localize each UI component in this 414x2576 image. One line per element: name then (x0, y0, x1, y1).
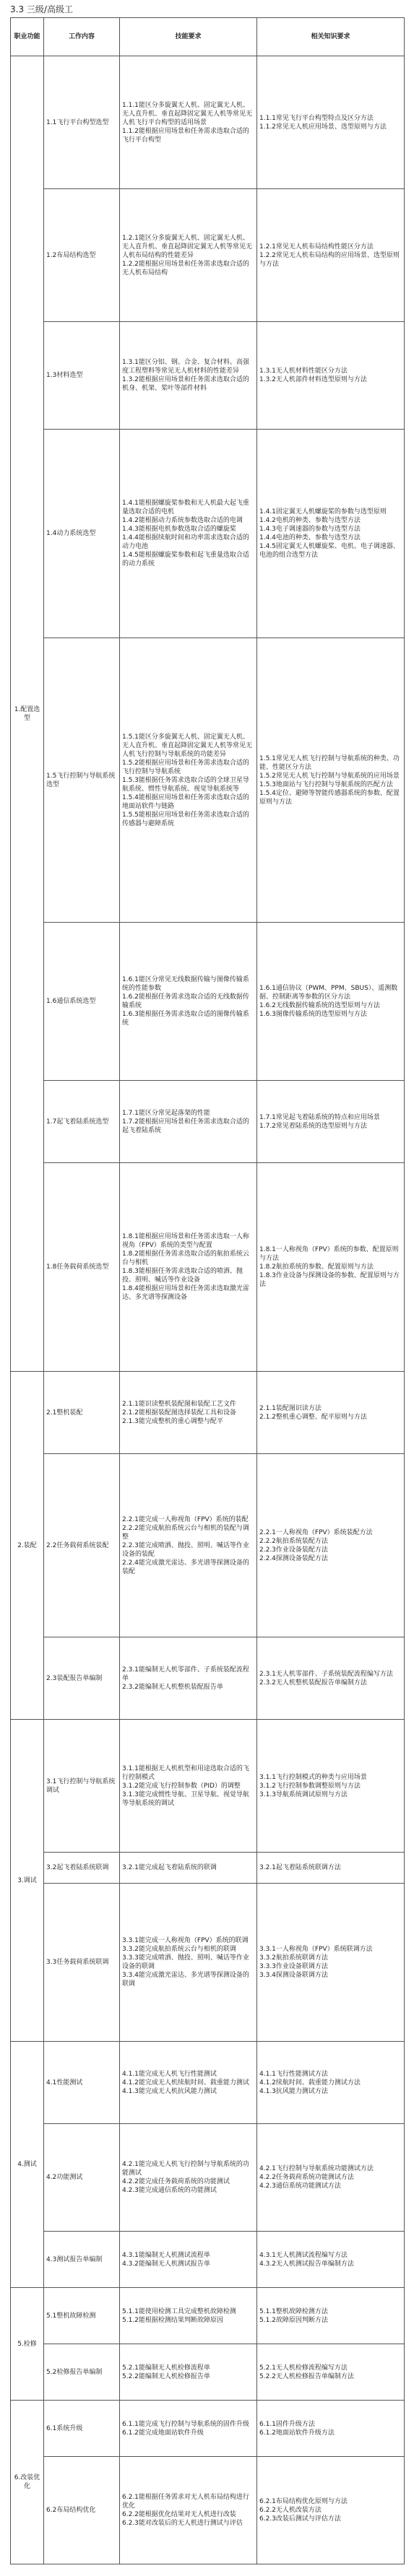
work-content-cell: 1.7起飞着陆系统选型 (44, 1081, 120, 1163)
knowledge-requirement-cell: 4.1.1飞行性能测试方法 4.1.2续航时间、载重能力测试方法 4.1.3抗风能力测试方法 (257, 2042, 405, 2124)
table-header-row (11, 18, 405, 56)
table-row (11, 322, 405, 430)
work-content-cell: 2.2任务载荷系统装配 (44, 1454, 120, 1637)
knowledge-requirement-cell: 3.2.1起飞着陆系统联调方法 (257, 1853, 405, 1884)
skill-requirement-cell: 4.2.1能完成无人机飞行控制与导航系统的功能测试 4.2.2能完成任务载荷系统的功能测试 4.2.3能完成通信系统的功能测试 (120, 2124, 257, 2232)
work-content-cell: 4.3测试报告单编制 (44, 2232, 120, 2288)
skill-requirement-cell: 1.1.1能区分多旋翼无人机、固定翼无人机、无人直升机、垂直起降固定翼无人机等常见无人机飞行平台构型的适用场景 1.1.2能根据应用场景和任务需求选取合适的飞行平台构型 (120, 56, 257, 189)
work-content-cell: 1.6通信系统选型 (44, 923, 120, 1081)
knowledge-requirement-cell: 5.1.1整机故障检测方法 5.1.2故障原因判断方法 (257, 2288, 405, 2344)
work-content-cell: 6.1系统升级 (44, 2401, 120, 2457)
skill-requirement-cell: 1.8.1能根据应用场景和任务需求选取一人称视角（FPV）系统的类型与配置 1.8.2能根据任务需求选取合适的航拍系统云台与相机 1.8.3能根据任务需求选取合适的喷洒、抛投、照明、喊话等作业设备 1.8.4能根据应用场景和任务需求选取激光雷达、多光谱等探测设备 (120, 1163, 257, 1372)
table-body (11, 56, 405, 2564)
knowledge-requirement-cell: 6.2.1布局结构优化原则与方法 6.2.2无人机改装方法 6.2.3改装后测试与评估方法 (257, 2457, 405, 2564)
work-content-cell: 6.2布局结构优化 (44, 2457, 120, 2564)
table-row (11, 1853, 405, 1884)
work-content-cell: 1.5飞行控制与导航系统选型 (44, 638, 120, 923)
knowledge-requirement-cell: 2.3.1无人机零部件、子系统装配流程编写方法 2.3.2无人机整机装配报告单编制方法 (257, 1637, 405, 1720)
table-row (11, 2457, 405, 2564)
table-row (11, 2344, 405, 2401)
knowledge-requirement-cell: 6.1.1固件升级方法 6.1.2地面站软件升级方法 (257, 2401, 405, 2457)
skill-requirement-cell: 3.2.1能完成起飞着陆系统的联调 (120, 1853, 257, 1884)
table-row (11, 430, 405, 638)
table-row (11, 2124, 405, 2232)
skill-requirement-cell: 5.2.1能编制无人机检修流程单 5.2.2能编制无人机检修报告单 (120, 2344, 257, 2401)
work-content-cell: 2.3装配报告单编制 (44, 1637, 120, 1720)
work-content-cell: 4.1性能测试 (44, 2042, 120, 2124)
skill-requirement-cell: 5.1.1能使用检测工具完成整机故障检测 5.1.2能根据检测结果判断故障原因 (120, 2288, 257, 2344)
skill-requirement-cell: 1.7.1能区分常见起落架的性能 1.7.2能根据应用场景和任务需求选取合适的起飞着陆系统 (120, 1081, 257, 1163)
work-content-cell: 2.1整机装配 (44, 1372, 120, 1454)
skill-requirement-cell: 1.5.1能区分多旋翼无人机、固定翼无人机、无人直升机、垂直起降固定翼无人机等常见无人机飞行控制与导航系统的功能差异 1.5.2能根据应用场景和任务需求选取合适的飞行控制与导航系统 1.5.3能根据任务需求选取合适的全球卫星导航系统、惯性导航系统、视觉导航系统等 1.5.4能根据应用场景和任务需求选取合适的地面站软件与链路 1.5.5能根据应用场景和任务需求选取合适的传感器与避障系统 (120, 638, 257, 923)
knowledge-requirement-cell: 1.2.1常见无人机布局结构性能区分方法 1.2.2常见无人机布局结构的应用场景、选型原则与方法 (257, 189, 405, 322)
skill-requirement-cell: 4.3.1能编制无人机测试流程单 4.3.2能编制无人机测试报告单 (120, 2232, 257, 2288)
work-content-cell: 1.3材料选型 (44, 322, 120, 430)
knowledge-requirement-cell: 3.3.1一人称视角（FPV）系统联调方法 3.3.2航拍系统联调方法 3.3.3作业设备联调方法 3.3.4探测设备联调方法 (257, 1884, 405, 2042)
table-row (11, 56, 405, 189)
skill-requirement-cell: 4.1.1能完成无人机飞行性能测试 4.1.2能完成无人机续航时间、载重能力测试 4.1.3能完成无人机抗风能力测试 (120, 2042, 257, 2124)
knowledge-requirement-cell: 1.8.1一人称视角（FPV）系统的参数、配置原则与方法 1.8.2航拍系统的参数、配置原则与方法 1.8.3作业设备与探测设备的参数、配置原则与方法 (257, 1163, 405, 1372)
table-row (11, 1372, 405, 1454)
knowledge-requirement-cell: 1.1.1常见飞行平台构型特点及区分方法 1.1.2常见无人机应用场景、选型原则与方法 (257, 56, 405, 189)
table-row (11, 638, 405, 923)
skill-requirement-cell: 2.1.1能识读整机装配图和装配工艺文件 2.1.2能根据装配图选择装配工具和设备 2.1.3能完成整机的重心调整与配平 (120, 1372, 257, 1454)
work-content-cell: 5.1整机故障检测 (44, 2288, 120, 2344)
table-row (11, 1884, 405, 2042)
work-content-cell: 1.1飞行平台构型选型 (44, 56, 120, 189)
table-row (11, 2288, 405, 2344)
function-cell: 3.调试 (11, 1720, 44, 2042)
work-content-cell: 1.4动力系统选型 (44, 430, 120, 638)
header-work-content: 工作内容 (44, 18, 120, 56)
skill-requirement-cell: 1.6.1能区分常见无线数据传输与图像传输系统的性能参数 1.6.2能根据任务需求选取合适的无线数据传输系统 1.6.3能根据任务需求选取合适的图像传输系统 (120, 923, 257, 1081)
table-row (11, 1720, 405, 1853)
skill-requirement-cell: 3.3.1能完成一人称视角（FPV）系统的联调 3.3.2能完成航拍系统云台与相机的联调 3.3.3能完成喷洒、抛投、照明、喊话等作业设备的联调 3.3.4能完成激光雷达、多光谱等探测设备的联调 (120, 1884, 257, 2042)
knowledge-requirement-cell: 4.3.1无人机测试流程编写方法 4.3.2无人机测试报告单编制方法 (257, 2232, 405, 2288)
table-row (11, 1081, 405, 1163)
function-cell: 4.测试 (11, 2042, 44, 2288)
table-row (11, 2401, 405, 2457)
table-row (11, 2042, 405, 2124)
skill-requirement-cell: 6.2.1能根据任务需求对无人机布局结构进行优化 6.2.2能根据优化结果对无人机进行改装 6.2.3能对改装后的无人机进行测试与评估 (120, 2457, 257, 2564)
function-cell: 6.改装优化 (11, 2401, 44, 2564)
work-content-cell: 5.2检修报告单编制 (44, 2344, 120, 2401)
table-row (11, 2232, 405, 2288)
function-cell: 5.检修 (11, 2288, 44, 2401)
header-knowledge-requirements: 相关知识要求 (257, 18, 405, 56)
header-function: 职业功能 (11, 18, 44, 56)
knowledge-requirement-cell: 4.2.1飞行控制与导航系统功能测试方法 4.2.2任务载荷系统功能测试方法 4.2.3通信系统功能测试方法 (257, 2124, 405, 2232)
work-content-cell: 3.1飞行控制与导航系统调试 (44, 1720, 120, 1853)
table-row (11, 1163, 405, 1372)
skill-requirement-cell: 1.4.1能根据螺旋桨参数和无人机最大起飞重量选取合适的电机 1.4.2能根据动力系统参数选取合适的电调 1.4.3能根据电机参数选取合适的螺旋桨 1.4.4能根据续航时间和功率需求选取合适的动力电池 1.4.5能根据螺旋桨参数和起飞重量选取合适的动力系统 (120, 430, 257, 638)
table-row (11, 923, 405, 1081)
skill-requirement-cell: 1.3.1能区分铝、钢、合金、复合材料、高强度工程塑料等常见无人机材料的性能差异 1.3.2能根据应用场景和任务需求选取合适的机身、机架、桨叶等部件材料 (120, 322, 257, 430)
header-skill-requirements: 技能要求 (120, 18, 257, 56)
work-content-cell: 3.2起飞着陆系统联调 (44, 1853, 120, 1884)
knowledge-requirement-cell: 2.2.1一人称视角（FPV）系统装配方法 2.2.2航拍系统装配方法 2.2.3作业设备装配方法 2.2.4探测设备装配方法 (257, 1454, 405, 1637)
knowledge-requirement-cell: 3.1.1飞行控制模式的种类与应用场景 3.1.2飞行控制参数调整原则与方法 3.1.3导航系统调试原则与方法 (257, 1720, 405, 1853)
work-content-cell: 4.2功能测试 (44, 2124, 120, 2232)
standards-table (10, 17, 405, 2564)
table-row (11, 1454, 405, 1637)
table-row (11, 1637, 405, 1720)
function-cell: 1.配置选型 (11, 56, 44, 1372)
work-content-cell: 1.8任务载荷系统选型 (44, 1163, 120, 1372)
function-cell: 2.装配 (11, 1372, 44, 1720)
skill-requirement-cell: 2.2.1能完成一人称视角（FPV）系统的装配 2.2.2能完成航拍系统云台与相机的装配与调整 2.2.3能完成喷洒、抛投、照明、喊话等作业设备的装配 2.2.4能完成激光雷达、多光谱等探测设备的装配 (120, 1454, 257, 1637)
skill-requirement-cell: 1.2.1能区分多旋翼无人机、固定翼无人机、无人直升机、垂直起降固定翼无人机等常见无人机布局结构的性能差异 1.2.2能根据应用场景和任务需求选取合适的无人机布局结构 (120, 189, 257, 322)
knowledge-requirement-cell: 5.2.1无人机检修流程编写方法 5.2.2无人机检修报告单编制方法 (257, 2344, 405, 2401)
knowledge-requirement-cell: 1.4.1固定翼无人机螺旋桨的参数与选型原则 1.4.2电机的种类、参数与选型方法 1.4.3电子调速器的参数与选型方法 1.4.4电池的种类、参数与选型方法 1.4.5固定翼无人机螺旋桨、电机、电子调速器、电池的组合选型方法 (257, 430, 405, 638)
table-row (11, 189, 405, 322)
knowledge-requirement-cell: 1.3.1无人机材料性能区分方法 1.3.2无人机部件材料选型原则与方法 (257, 322, 405, 430)
section-heading: 3.3 三级/高级工 (10, 4, 73, 14)
skill-requirement-cell: 3.1.1能根据无人机机型和用途选取合适的飞行控制模式 3.1.2能完成飞行控制参数（PID）的调整 3.1.3能完成惯性导航、卫星导航、视觉导航等导航系统的调试 (120, 1720, 257, 1853)
knowledge-requirement-cell: 2.1.1装配图识读方法 2.1.2整机重心调整、配平原则与方法 (257, 1372, 405, 1454)
knowledge-requirement-cell: 1.6.1通信协议（PWM、PPM、SBUS）、遥测数据、控制距离等参数的区分方法 1.6.2无线数据传输系统的选型原则与方法 1.6.3图像传输系统的选型原则与方法 (257, 923, 405, 1081)
work-content-cell: 3.3任务载荷系统联调 (44, 1884, 120, 2042)
knowledge-requirement-cell: 1.7.1常见起飞着陆系统的特点和应用场景 1.7.2常见着陆系统的选型原则与方法 (257, 1081, 405, 1163)
knowledge-requirement-cell: 1.5.1常见无人机飞行控制与导航系统的种类、功能、性能区分方法 1.5.2常见无人机飞行控制与导航系统的应用场景 1.5.3地面站与飞行控制与导航系统的匹配方法 1.5.4定位、避障等智能传感器系统的参数、配置原则与方法 (257, 638, 405, 923)
skill-requirement-cell: 2.3.1能编制无人机零部件、子系统装配流程单 2.3.2能编制无人机整机装配报告单 (120, 1637, 257, 1720)
skill-requirement-cell: 6.1.1能完成飞行控制与导航系统的固件升级 6.1.2能完成地面站软件升级 (120, 2401, 257, 2457)
work-content-cell: 1.2布局结构选型 (44, 189, 120, 322)
